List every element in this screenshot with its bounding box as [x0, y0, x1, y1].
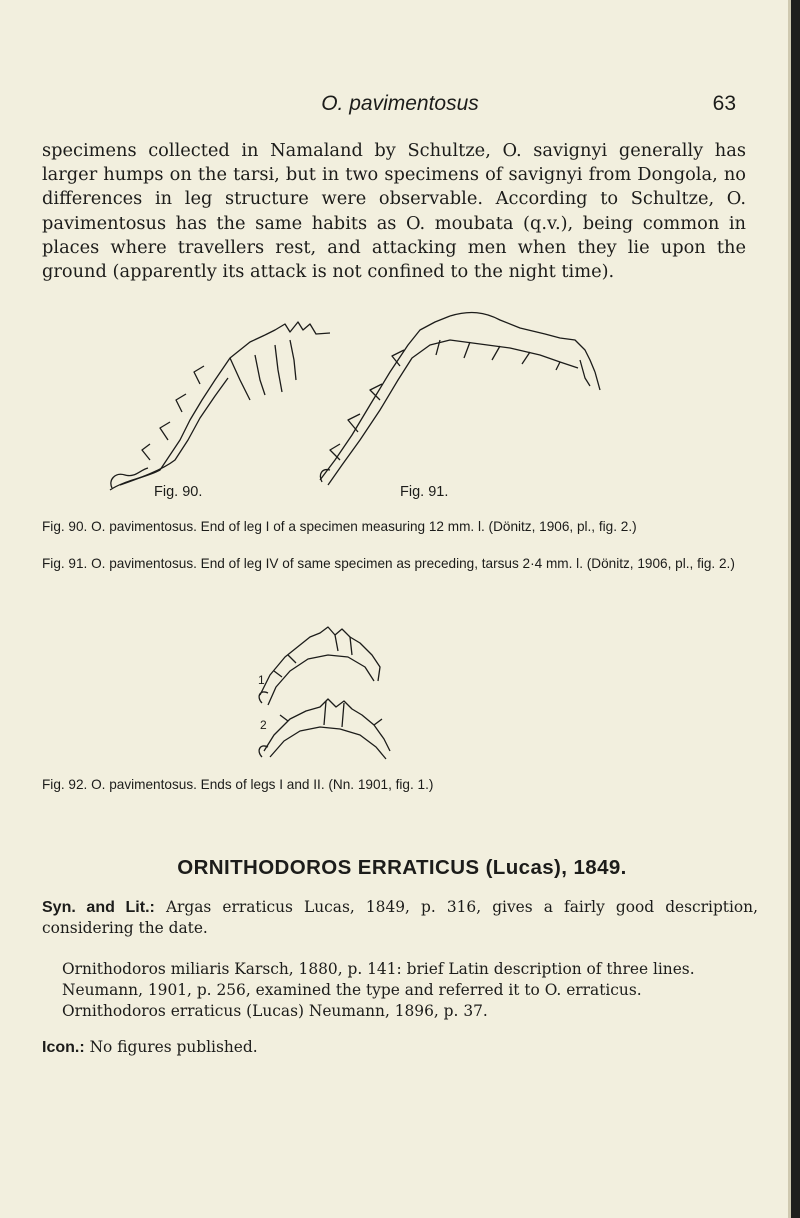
fig-90-label: Fig. 90.	[154, 484, 203, 500]
icon-text: No figures published.	[89, 1038, 258, 1056]
running-title: O. pavimentosus	[321, 92, 479, 115]
reference-karsch: Ornithodoros miliaris Karsch, 1880, p. 141: brief Latin description of three lines.	[62, 960, 695, 978]
page-edge	[791, 0, 800, 1218]
fig-91-drawing	[320, 313, 600, 485]
figures-90-91	[90, 300, 610, 500]
syn-lead: Syn. and Lit.:	[42, 899, 155, 916]
page-number: 63	[712, 92, 736, 115]
running-header	[0, 92, 800, 126]
fig-91-label: Fig. 91.	[400, 484, 449, 500]
caption-fig-92: Fig. 92. O. pavimentosus. Ends of legs I and II. (Nn. 1901, fig. 1.)	[42, 777, 434, 792]
reference-neumann-1896: Ornithodoros erraticus (Lucas) Neumann, 1896, p. 37.	[62, 1002, 488, 1020]
leg-illustrations	[90, 300, 610, 500]
syn-and-lit	[42, 897, 758, 938]
icon-note	[42, 1038, 258, 1057]
fig-92-drawing	[240, 615, 420, 765]
page-edge-shadow	[788, 0, 791, 1218]
fig-92-leg-1-label: 1	[258, 673, 265, 687]
caption-fig-90: Fig. 90. O. pavimentosus. End of leg I of a specimen measuring 12 mm. l. (Dönitz, 1906, pl., fig. 2.)	[42, 519, 637, 534]
icon-lead: Icon.:	[42, 1039, 85, 1056]
fig-92-leg-2-label: 2	[260, 718, 267, 732]
body-paragraph: specimens collected in Namaland by Schultze, O. savignyi generally has larger humps on the tarsi, but in two specimens of savignyi from Dongola, no differences in leg structure were observable. According to Schultze, O. pavimentosus has the same habits as O. moubata (q.v.), being common in places where travellers rest, and attacking men when they lie upon the ground (apparently its attack is not confined to the night time).	[42, 140, 746, 283]
caption-fig-91: Fig. 91. O. pavimentosus. End of leg IV of same specimen as preceding, tarsus 2·4 mm. l. (Dönitz, 1906, pl., fig. 2.)	[42, 556, 735, 571]
reference-neumann-1901: Neumann, 1901, p. 256, examined the type and referred it to O. erraticus.	[62, 981, 642, 999]
section-heading: ORNITHODOROS ERRATICUS (Lucas), 1849.	[177, 856, 627, 879]
syn-text: Argas erraticus Lucas, 1849, p. 316, gives a fairly good description, considering the date.	[42, 898, 758, 938]
fig-90-drawing	[110, 322, 330, 490]
figure-92	[240, 615, 420, 765]
